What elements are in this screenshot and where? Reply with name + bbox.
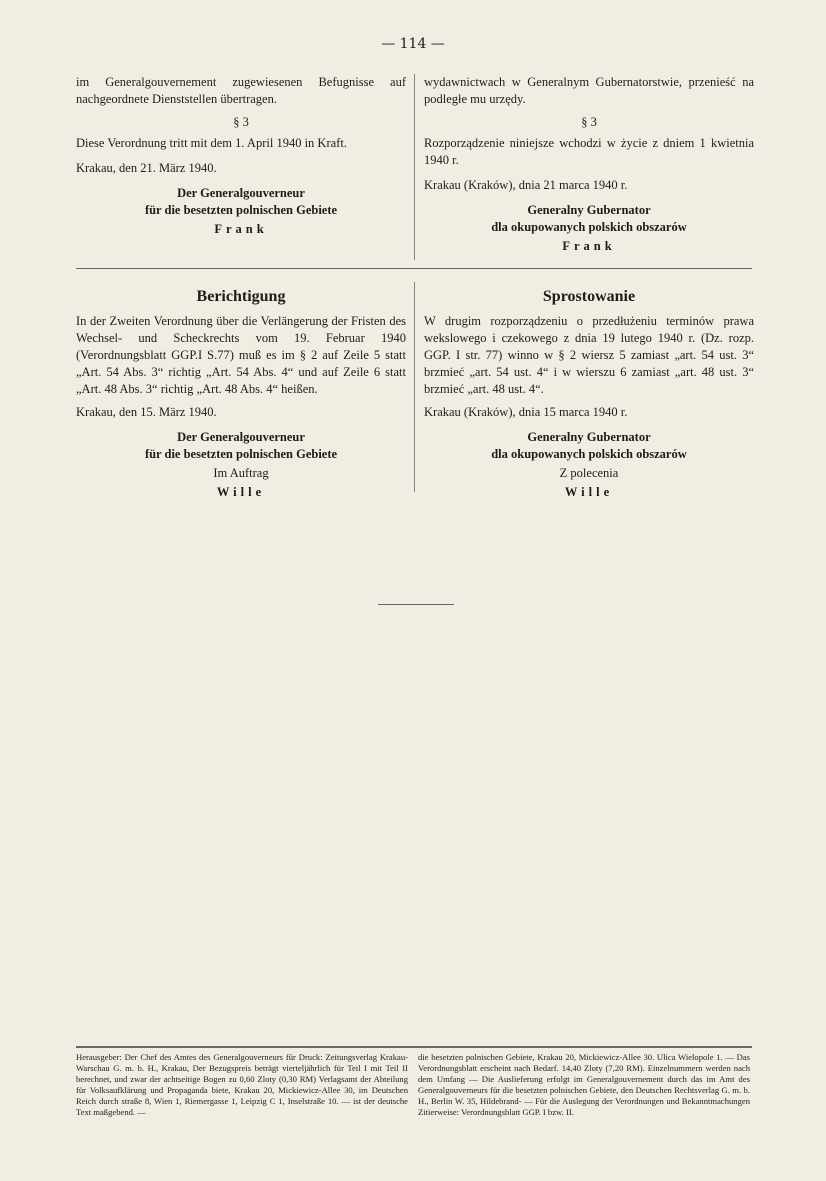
signature-name: Frank: [562, 239, 616, 253]
polish-paragraph: wydawnictwach w Generalnym Gubernatorstwie, przenieść na podległe mu urzędy.: [424, 75, 754, 106]
signature-title: Generalny Gubernator: [527, 203, 651, 217]
signature-name: Wille: [564, 485, 614, 499]
german-column-correction: [76, 288, 406, 501]
signature-title: Der Generalgouverneur: [177, 186, 305, 200]
date-line: Krakau (Kraków), dnia 21 marca 1940 r.: [424, 178, 628, 192]
imprint-left-column: Herausgeber: Der Chef des Amtes des Generalgouverneurs für Druck: Zeitungsverlag Krakau-Warschau G. m. b. H., Krakau, Der Bezugspreis beträgt vierteljährlich für Teil I mit Teil II berechnet, und zwar der achtseitige Bogen zu 0,60 Zloty (0,30 RM) Verlagsamt der Abteilung für Volksaufklärung und Propaganda biete, Krakau 20, Mickiewicz-Allee 30, im Deutschen Reich durch straße 8, Wien 1, Riemergasse 1, Leipzig C 1, Inselstraße 10. — ist der deutsche Text maßgebend. —: [76, 1052, 408, 1117]
signature-name: Frank: [214, 222, 268, 236]
imprint-right-column: die besetzten polnischen Gebiete, Krakau 20, Mickiewicz-Allee 30. Ulica Wielopole 1. — Das Verordnungsblatt erscheint nach Bedarf. 14,40 Zloty (7,20 RM). Einzelnummern werden nach dem Umfang — Die Auslieferung erfolgt im Generalgouvernement durch das im Amt des Generalgouverneurs für die besetzten polnischen Gebiete, den Deutschen Rechtsverlag G. m. b. H., Berlin W. 35, Hildebrand- — Für die Auslegung der Verordnungen und Bekanntmachungen Zitierweise: Verordnungsblatt GGP. I bzw. II.: [418, 1052, 750, 1117]
footer-divider: [76, 1046, 752, 1048]
date-line: Krakau (Kraków), dnia 15 marca 1940 r.: [424, 405, 628, 419]
signature-title: Generalny Gubernator: [527, 430, 651, 444]
correction-heading: Berichtigung: [196, 288, 286, 305]
signature-title: Der Generalgouverneur: [177, 430, 305, 444]
german-column-top: [76, 74, 406, 238]
signature-subtitle: für die besetzten polnischen Gebiete: [144, 203, 338, 217]
section-marker: § 3: [581, 115, 597, 129]
correction-heading: Sprostowanie: [542, 288, 636, 305]
signature-commission: Im Auftrag: [213, 466, 269, 480]
section-divider: [76, 268, 752, 269]
german-paragraph: im Generalgouvernement zugewiesenen Befugnisse auf nachgeordnete Dienststellen übertragen.: [76, 75, 406, 106]
column-divider: [414, 74, 415, 260]
section-marker: § 3: [233, 115, 249, 129]
signature-subtitle: dla okupowanych polskich obszarów: [491, 220, 687, 234]
polish-column-top: [424, 74, 754, 255]
polish-paragraph: W drugim rozporządzeniu o przedłużeniu terminów prawa wekslowego i czekowego z dnia 19 lutego 1940 r. (Dz. rozp. GGP. I str. 77) winno w § 2 wiersz 5 zamiast „art. 54 ust. 3“ brzmieć „art. 54 ust. 4“ i w wierszu 6 zamiast „art. 48 ust. 3“ brzmieć „art. 48 ust. 4“.: [424, 314, 754, 396]
column-divider: [414, 282, 415, 492]
signature-subtitle: dla okupowanych polskich obszarów: [491, 447, 687, 461]
signature-subtitle: für die besetzten polnischen Gebiete: [144, 447, 338, 461]
page-number: — 114 —: [381, 36, 445, 52]
german-paragraph: Diese Verordnung tritt mit dem 1. April 1940 in Kraft.: [76, 136, 347, 150]
signature-name: Wille: [216, 485, 266, 499]
polish-paragraph: Rozporządzenie niniejsze wchodzi w życie z dniem 1 kwietnia 1940 r.: [424, 136, 754, 167]
signature-commission: Z polecenia: [559, 466, 619, 480]
polish-column-correction: [424, 288, 754, 501]
date-line: Krakau, den 21. März 1940.: [76, 161, 217, 175]
date-line: Krakau, den 15. März 1940.: [76, 405, 217, 419]
end-divider: [378, 604, 454, 605]
german-paragraph: In der Zweiten Verordnung über die Verlängerung der Fristen des Wechsel- und Scheckrechts vom 19. Februar 1940 (Verordnungsblatt GGP.I S.77) muß es im § 2 auf Zeile 5 statt „Art. 54 Abs. 3“ richtig „Art. 54 Abs. 4“ und auf Zeile 6 statt „Art. 48 Abs. 3“ richtig „Art. 48 Abs. 4“ heißen.: [76, 314, 406, 396]
